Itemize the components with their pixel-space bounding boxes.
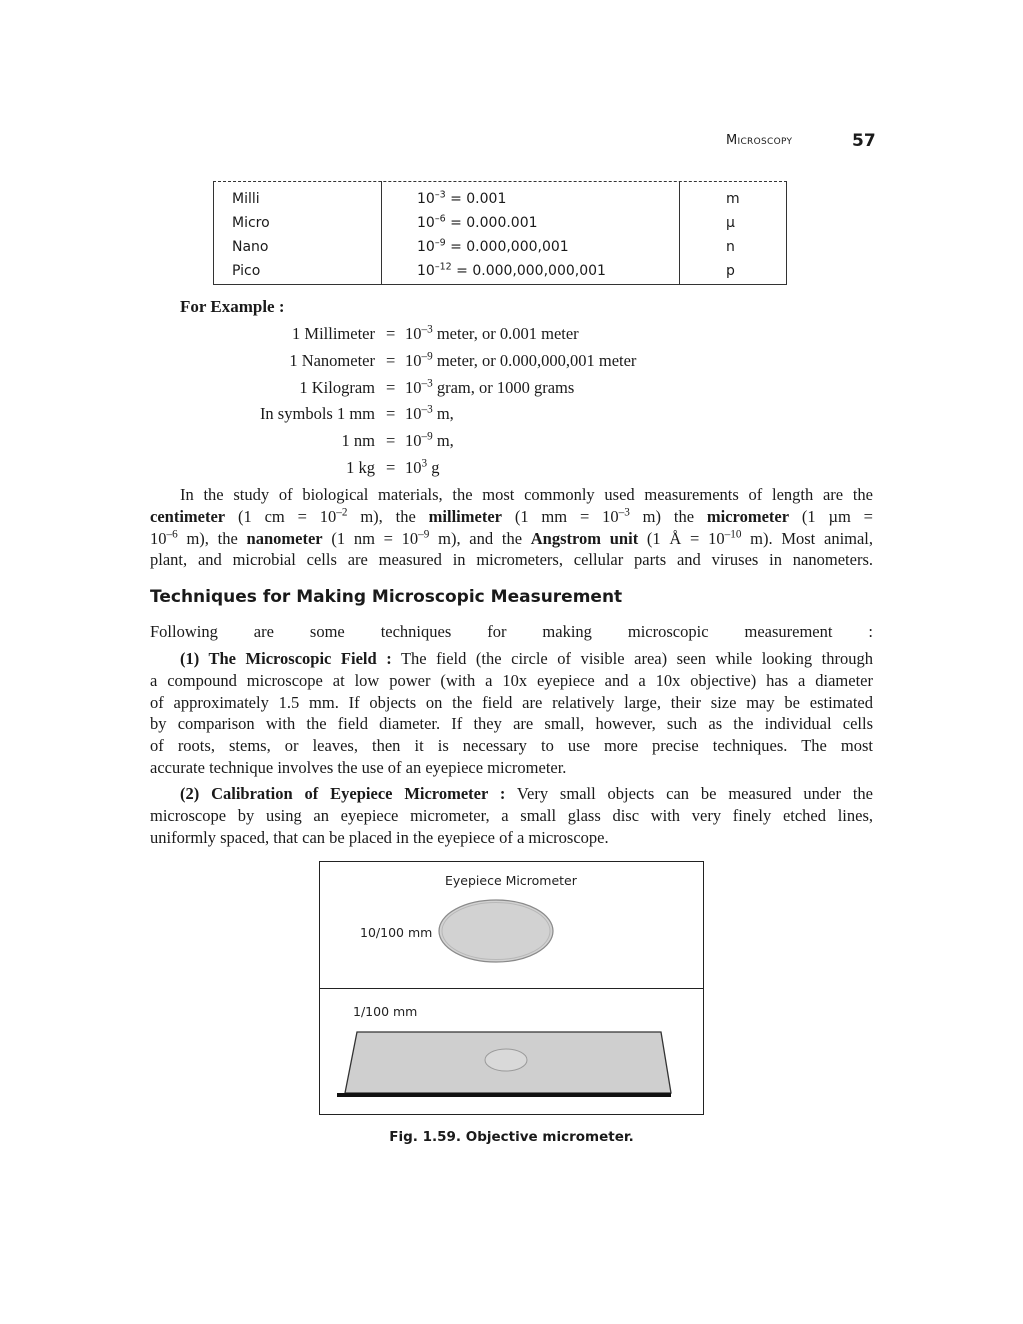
power-exponent: –9 <box>421 350 433 363</box>
eyepiece-micrometer-label: Eyepiece Micrometer <box>445 873 577 888</box>
power-exponent: –3 <box>618 506 630 519</box>
equation-left: 1 nm <box>341 431 375 450</box>
equation-right <box>405 324 579 344</box>
table-row <box>214 235 786 259</box>
symbol-cell: µ <box>726 215 735 231</box>
paragraph-line: accurate technique involves the use of an eyepiece micrometer. <box>150 757 567 777</box>
equation-row <box>0 431 1023 458</box>
power-base: 10 <box>417 215 435 231</box>
power-base: 10 <box>417 263 435 279</box>
technique-1-paragraph <box>150 648 873 779</box>
power-exponent: –6 <box>434 213 446 225</box>
prefix-cell: Pico <box>232 263 261 279</box>
text-run: m), the <box>177 528 247 548</box>
equals-sign: = <box>386 378 396 397</box>
table-row <box>214 187 786 211</box>
text-run: (1 nm = 10 <box>322 528 419 548</box>
decimal-value: = 0.000.001 <box>445 215 538 231</box>
equation-row <box>0 404 1023 431</box>
technique-1-title: (1) The Microscopic Field : <box>180 649 392 668</box>
text-run: Very small objects can be measured under the <box>505 784 874 803</box>
text-run: (1 Å = 10 <box>638 528 725 548</box>
paragraph-line: of approximately 1.5 mm. If objects on the field are relatively large, their size may be estimated <box>150 692 873 712</box>
paragraph-line: a compound microscope at low power (with a 10x eyepiece and a 10x objective) has a diameter <box>150 670 873 690</box>
equation-right <box>405 431 454 451</box>
equation-rest: m, <box>432 431 454 450</box>
paragraph-line <box>150 528 873 550</box>
power-base: 10 <box>405 404 422 423</box>
power-exponent: –2 <box>336 506 348 519</box>
value-cell <box>417 215 538 231</box>
power-exponent: –3 <box>421 403 433 416</box>
prefix-cell: Milli <box>232 191 260 207</box>
equation-left: 1 Kilogram <box>299 378 375 397</box>
technique-2-title: (2) Calibration of Eyepiece Micrometer : <box>180 784 506 803</box>
figure-caption: Fig. 1.59. Objective micrometer. <box>389 1129 634 1145</box>
power-base: 10 <box>405 458 422 477</box>
equation-row <box>0 458 1023 485</box>
power-base: 10 <box>405 351 422 370</box>
equation-left: 1 Nanometer <box>289 351 375 370</box>
slide-edge <box>337 1093 671 1097</box>
table-row <box>214 211 786 235</box>
section-heading: Techniques for Making Microscopic Measurement <box>150 587 623 607</box>
term-millimeter: millimeter <box>428 506 502 526</box>
intro-paragraph <box>150 484 873 571</box>
running-head: Microscopy <box>726 133 793 148</box>
equation-rest: meter, or 0.001 meter <box>432 324 579 343</box>
power-exponent: –3 <box>421 323 433 336</box>
equation-rest: gram, or 1000 grams <box>432 378 575 397</box>
objective-scale-label: 1/100 mm <box>353 1004 418 1019</box>
equation-right <box>405 404 454 424</box>
equation-right <box>405 378 574 398</box>
equation-right <box>405 351 636 371</box>
text-run: m). Most animal, <box>741 528 874 548</box>
equals-sign: = <box>386 404 396 423</box>
symbol-cell: p <box>726 263 735 279</box>
value-cell <box>417 239 569 255</box>
prefix-cell: Micro <box>232 215 270 231</box>
text-run: The field (the circle of visible area) seen while looking through <box>391 649 873 668</box>
section-lead <box>150 621 873 643</box>
text-run: (1 mm = 10 <box>501 506 619 526</box>
paragraph-line <box>150 648 873 670</box>
text-run: m), the <box>347 506 429 526</box>
paragraph-line: In the study of biological materials, the most commonly used measurements of length are the <box>180 485 873 504</box>
equation-rest: m, <box>432 404 454 423</box>
text-run: (1 cm = 10 <box>225 506 337 526</box>
power-base: 10 <box>417 239 435 255</box>
page-number: 57 <box>852 131 876 151</box>
value-cell <box>417 191 506 207</box>
equals-sign: = <box>386 458 396 477</box>
term-nanometer: nanometer <box>246 528 323 548</box>
power-exponent: 3 <box>421 457 428 470</box>
text-run: m) the <box>629 506 707 526</box>
paragraph-line: by comparison with the field diameter. If they are small, however, such as the individual cells <box>150 714 873 734</box>
symbol-cell: n <box>726 239 735 255</box>
term-centimeter: centimeter <box>150 506 226 526</box>
paragraph-line: plant, and microbial cells are measured in micrometers, cellular parts and viruses in nanometers. <box>150 550 873 570</box>
term-angstrom-unit: Angstrom unit <box>530 528 639 548</box>
text-run: m), and the <box>429 528 531 548</box>
equation-row <box>0 378 1023 405</box>
paragraph-line: microscope by using an eyepiece micrometer, a small glass disc with very finely etched lines, <box>150 805 873 825</box>
equation-left: 1 Millimeter <box>292 324 375 343</box>
example-heading: For Example : <box>180 297 285 316</box>
decimal-value: = 0.000,000,000,001 <box>451 263 606 279</box>
equation-rest: g <box>427 458 440 477</box>
text-run: 10 <box>150 528 167 548</box>
equation-row <box>0 324 1023 351</box>
equation-rest: meter, or 0.000,000,001 meter <box>432 351 637 370</box>
power-exponent: –3 <box>421 377 433 390</box>
slide-disc <box>485 1049 527 1071</box>
power-exponent: –9 <box>418 528 430 541</box>
paragraph-line: Following are some techniques for making microscopic measurement : <box>150 622 873 641</box>
power-exponent: –9 <box>434 237 446 249</box>
power-exponent: –3 <box>434 189 446 201</box>
power-base: 10 <box>417 191 435 207</box>
prefix-cell: Nano <box>232 239 269 255</box>
power-base: 10 <box>405 378 422 397</box>
value-cell <box>417 263 606 279</box>
power-base: 10 <box>405 324 422 343</box>
power-exponent: –12 <box>434 261 452 273</box>
power-exponent: –10 <box>724 528 742 541</box>
decimal-value: = 0.000,000,001 <box>445 239 569 255</box>
paragraph-line <box>150 506 873 528</box>
paragraph-line: uniformly spaced, that can be placed in the eyepiece of a microscope. <box>150 827 609 847</box>
paragraph-line <box>150 783 873 805</box>
eyepiece-scale-label: 10/100 mm <box>360 925 433 940</box>
equation-row <box>0 351 1023 378</box>
equation-right <box>405 458 439 478</box>
unit-prefix-table <box>213 181 787 285</box>
table-row <box>214 259 786 283</box>
paragraph-line: of roots, stems, or leaves, then it is necessary to use more precise techniques. The most <box>150 736 873 756</box>
power-exponent: –9 <box>421 430 433 443</box>
technique-2-paragraph <box>150 783 873 848</box>
text-run: (1 µm = <box>789 506 873 526</box>
term-micrometer: micrometer <box>706 506 790 526</box>
power-exponent: –6 <box>166 528 178 541</box>
equals-sign: = <box>386 351 396 370</box>
equation-left: In symbols 1 mm <box>259 404 375 423</box>
equation-left: 1 kg <box>346 458 375 477</box>
equals-sign: = <box>386 324 396 343</box>
symbol-cell: m <box>726 191 740 207</box>
micrometer-illustration <box>319 861 704 1115</box>
eyepiece-disc <box>439 900 553 962</box>
power-base: 10 <box>405 431 422 450</box>
decimal-value: = 0.001 <box>445 191 507 207</box>
equals-sign: = <box>386 431 396 450</box>
